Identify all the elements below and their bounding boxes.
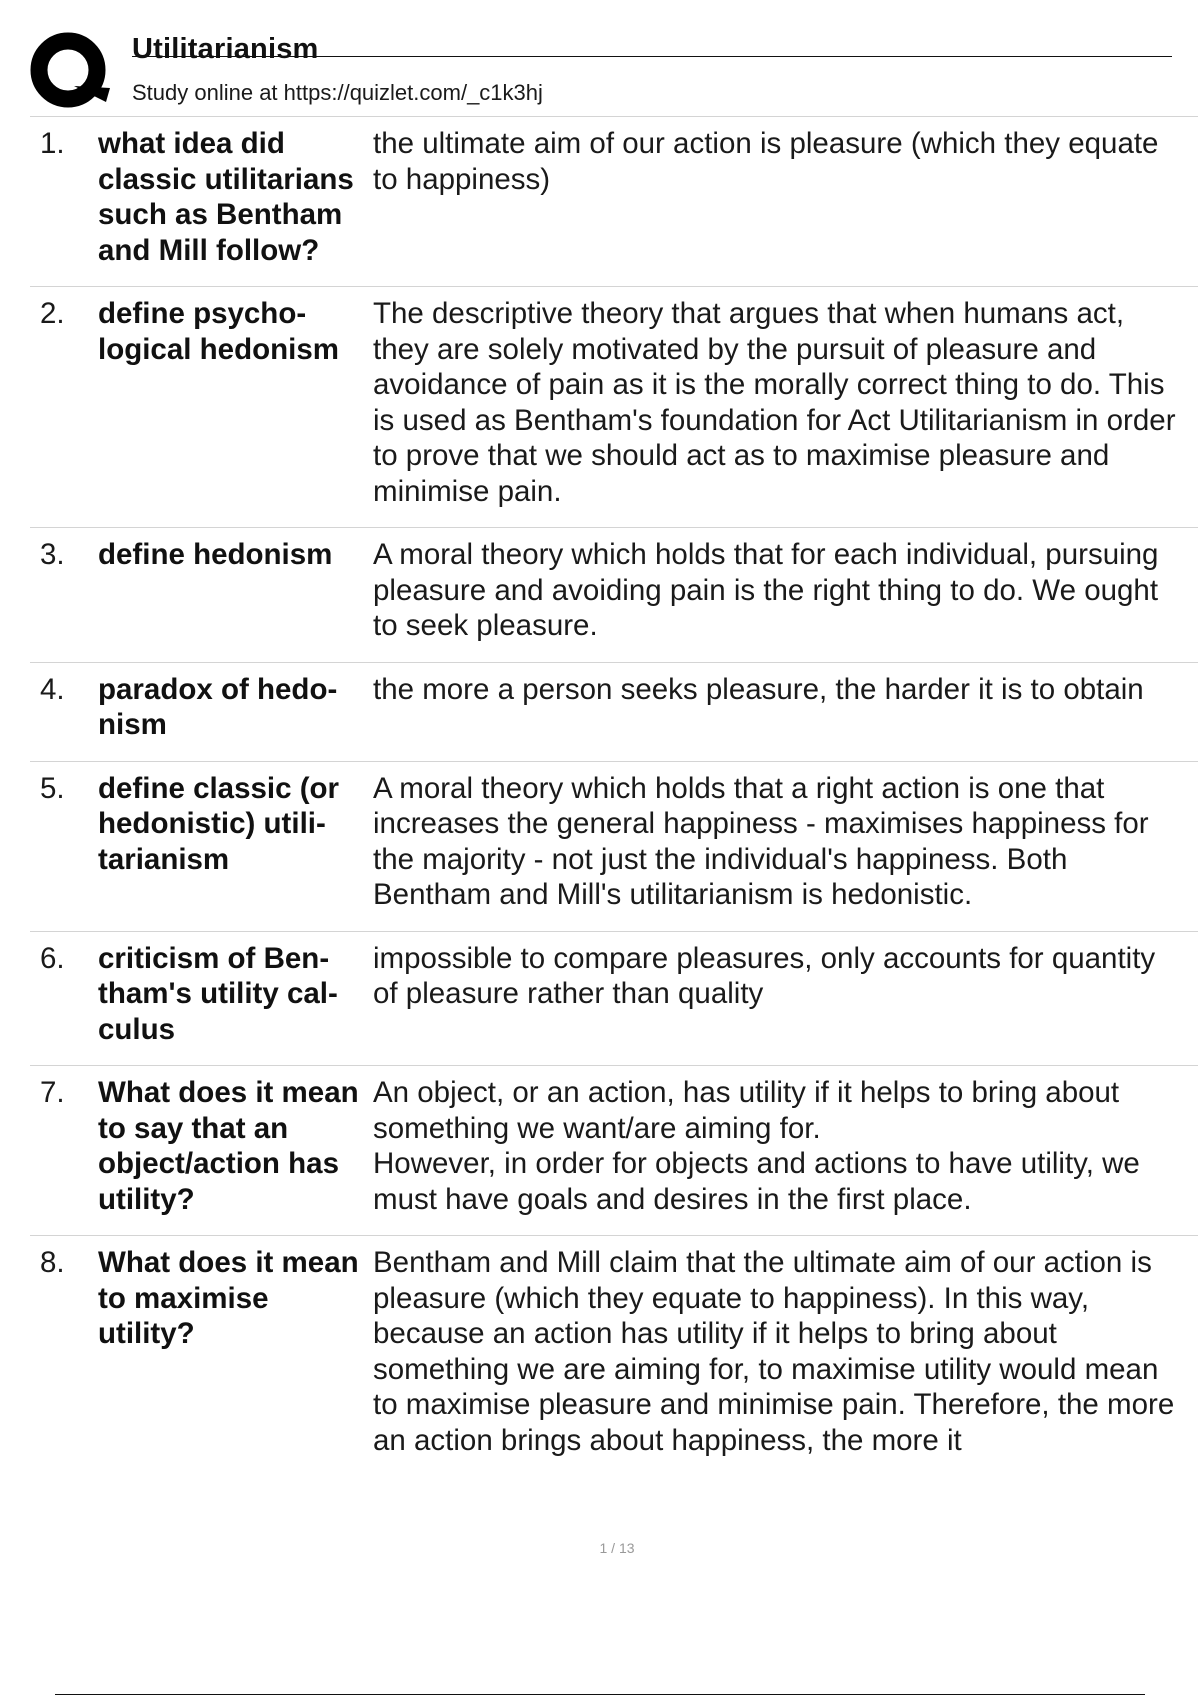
- footer-divider: [55, 1694, 1145, 1695]
- study-online-link[interactable]: Study online at https://quizlet.com/_c1k3hj: [132, 80, 543, 105]
- page-number: 1 / 13: [599, 1540, 635, 1556]
- card-number: 7.: [40, 1076, 65, 1109]
- card-term: What does it mean to say that an object/action has utility?: [98, 1076, 359, 1216]
- card-term: paradox of hedonism: [98, 672, 338, 741]
- card-term: What does it mean to maximise utility?: [98, 1246, 359, 1350]
- flashcard-row: [30, 1236, 1198, 1476]
- flashcard-row: [30, 663, 1198, 762]
- card-term: criticism of Bentham's utility calculus: [98, 941, 338, 1046]
- card-definition: the ultimate aim of our action is pleasure (which they equate to happiness): [373, 127, 1159, 196]
- card-definition: A moral theory which holds that for each individual, pursuing pleasure and avoiding pain is the right thing to do. We ought to seek pleasure.: [373, 538, 1159, 642]
- card-definition: impossible to compare pleasures, only accounts for quantity of pleasure rather than quality: [373, 941, 1156, 1010]
- card-number: 3.: [40, 538, 65, 571]
- page-header: [30, 30, 1140, 116]
- card-term: what idea did classic utilitarians such as Bentham and Mill follow?: [98, 127, 354, 267]
- flashcard-row: [30, 1066, 1198, 1236]
- card-number: 2.: [40, 297, 65, 330]
- card-number: 5.: [40, 771, 65, 805]
- document-title: Utilitarianism: [132, 33, 319, 65]
- card-term: define psychological hedonism: [98, 297, 339, 366]
- card-definition: The descriptive theory that argues that when humans act, they are solely motivated by the pursuit of pleasure and avoidance of pain as it is the morally correct thing to do. This is used as Bentham's foundation for Act Utilitarianism in order to prove that we should act as to maximise pleasure and minimise pain.: [373, 297, 1176, 508]
- card-definition: the more a person seeks pleasure, the harder it is to obtain: [373, 672, 1144, 706]
- card-number: 8.: [40, 1246, 65, 1279]
- card-number: 6.: [40, 941, 65, 975]
- title-underline: [132, 56, 1172, 57]
- card-definition: An object, or an action, has utility if it helps to bring about something we want/are aiming for. However, in order for objects and actions to have utility, we must have goals and desires in the first place.: [373, 1076, 1140, 1216]
- flashcard-row: [30, 932, 1198, 1067]
- flashcard-row: [30, 287, 1198, 528]
- quizlet-q-icon: [30, 30, 112, 112]
- card-term: define hedonism: [98, 538, 333, 571]
- card-definition: A moral theory which holds that a right action is one that increases the general happiness - maximises happiness for the majority - not just the individual's happiness. Both Bentham and Mill's utilitarianism is hedonistic.: [373, 771, 1149, 911]
- card-term: define classic (or hedonistic) utilitarianism: [98, 771, 340, 876]
- flashcard-row: [30, 528, 1198, 663]
- flashcard-list: [30, 117, 1198, 1476]
- card-definition: Bentham and Mill claim that the ultimate aim of our action is pleasure (which they equate to happiness). In this way, because an action has utility if it helps to bring about something we are aiming for, to maximise utility would mean to maximise pleasure and minimise pain. Therefore, the more an action brings about happiness, the more it: [373, 1246, 1175, 1457]
- flashcard-row: [30, 762, 1198, 932]
- flashcard-row: [30, 117, 1198, 287]
- card-number: 1.: [40, 127, 65, 160]
- card-number: 4.: [40, 672, 65, 706]
